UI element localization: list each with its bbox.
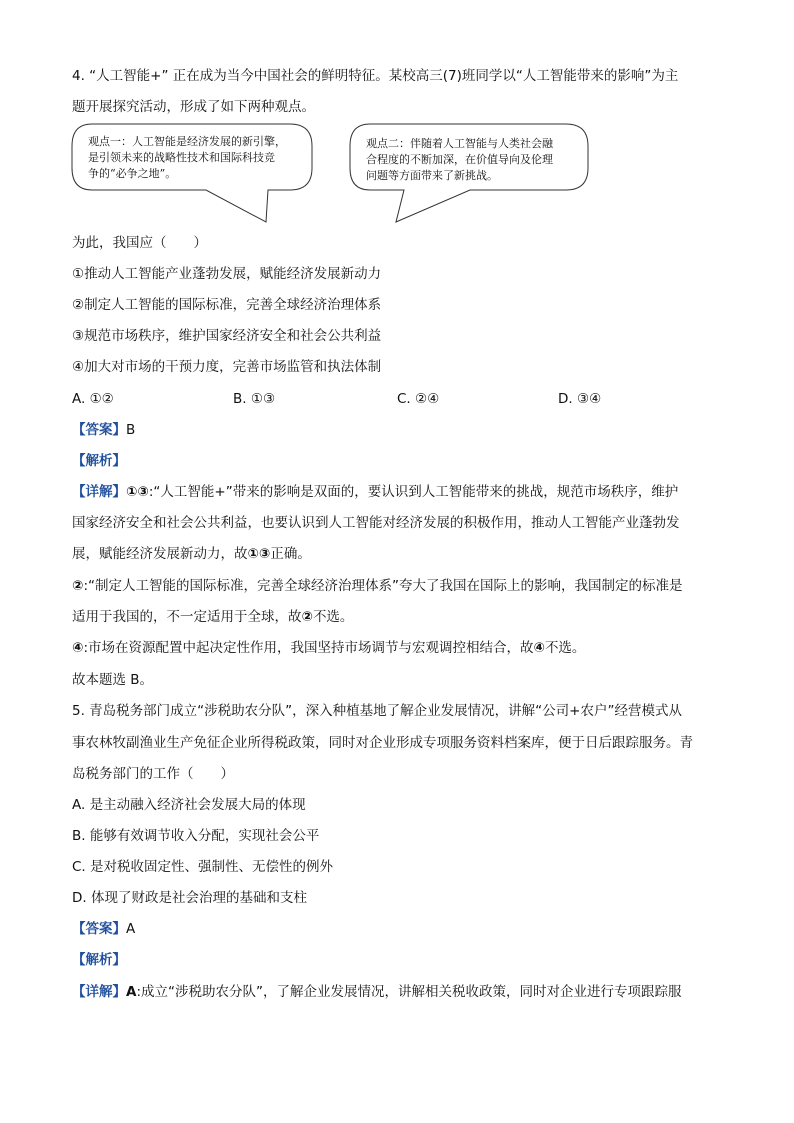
- answer-value: A: [126, 921, 136, 937]
- answer-tag: 【答案】: [72, 921, 126, 937]
- detail-key: A: [126, 984, 137, 1000]
- q4-detail-line-1: [72, 482, 678, 502]
- q4-item-3: ③规范市场秩序，维护国家经济安全和社会公共利益: [72, 328, 382, 344]
- analysis-tag: 【解析】: [72, 952, 126, 968]
- q4-item-4: ④加大对市场的干预力度，完善市场监管和执法体制: [72, 359, 382, 375]
- detail-text: :成立“涉税助农分队”，了解企业发展情况，讲解相关税收政策，同时对企业进行专项跟踪服: [136, 984, 682, 1000]
- detail-text: :“制定人工智能的国际标准，完善全球经济治理体系”夸大了我国在国际上的影响，我国制定的标准是: [83, 578, 683, 594]
- q4-answer: [72, 420, 135, 440]
- q5-stem-line-3: 岛税务部门的工作（ ）: [72, 766, 234, 782]
- detail-key: ④: [533, 640, 545, 656]
- q5-option-d: D. 体现了财政是社会治理的基础和支柱: [72, 890, 307, 906]
- detail-key: ①③: [247, 546, 271, 562]
- detail-key: ②: [301, 609, 313, 625]
- detail-text: 正确。: [270, 546, 311, 562]
- q4-detail-line-6: [72, 638, 585, 658]
- q5-option-c: C. 是对税收固定性、强制性、无偿性的例外: [72, 859, 334, 875]
- q4-stem-line-1: 4. “人工智能+” 正在成为当今中国社会的鲜明特征。某校高三(7)班同学以“人工智能带来的影响”为主: [72, 68, 679, 84]
- viewpoint-2-line-1: 观点二：伴随着人工智能与人类社会融: [366, 137, 553, 150]
- detail-text: 适用于我国的，不一定适用于全球，故: [72, 609, 302, 625]
- q4-question: 为此，我国应（ ）: [72, 235, 207, 251]
- detail-text: 展，赋能经济发展新动力，故: [72, 546, 248, 562]
- answer-value: B: [126, 422, 136, 438]
- detail-text: :“人工智能+”带来的影响是双面的，要认识到人工智能带来的挑战，规范市场秩序，维护: [148, 484, 679, 500]
- detail-key: ②: [72, 578, 84, 594]
- q4-option-d: D. ③④: [558, 391, 602, 407]
- q4-option-c: C. ②④: [397, 391, 440, 407]
- q4-detail-line-2: 国家经济安全和社会公共利益，也要认识到人工智能对经济发展的积极作用，推动人工智能产业蓬勃发: [72, 515, 680, 531]
- q4-detail-line-4: [72, 576, 682, 596]
- q5-option-b: B. 能够有效调节收入分配，实现社会公平: [72, 828, 320, 844]
- viewpoint-2-line-2: 合程度的不断加深，在价值导向及伦理: [366, 153, 553, 166]
- q4-detail-line-5: [72, 607, 353, 627]
- viewpoint-2-line-3: 问题等方面带来了新挑战。: [366, 169, 498, 182]
- q4-analysis-tag: [72, 451, 126, 471]
- q4-conclusion: 故本题选 B。: [72, 672, 154, 688]
- q5-stem-line-1: 5. 青岛税务部门成立“涉税助农分队”，深入种植基地了解企业发展情况，讲解“公司+农户”经营模式从: [72, 703, 682, 719]
- viewpoint-bubbles: [0, 0, 794, 240]
- detail-text: :市场在资源配置中起决定性作用，我国坚持市场调节与宏观调控相结合，故: [83, 640, 534, 656]
- detail-text: 不选。: [544, 640, 586, 656]
- viewpoint-1-line-1: 观点一：人工智能是经济发展的新引擎，: [88, 135, 286, 148]
- viewpoint-1-line-2: 是引领未来的战略性技术和国际科技竞: [88, 151, 275, 164]
- q4-stem-line-2: 题开展探究活动，形成了如下两种观点。: [72, 99, 315, 115]
- q4-option-a: A. ①②: [72, 391, 114, 407]
- detail-key: ①③: [126, 484, 149, 500]
- analysis-tag: 【解析】: [72, 453, 126, 469]
- q5-option-a: A. 是主动融入经济社会发展大局的体现: [72, 797, 306, 813]
- q5-detail-line-1: [72, 982, 682, 1002]
- detail-tag: 【详解】: [72, 484, 126, 500]
- viewpoint-1-line-3: 争的“必争之地”。: [88, 167, 177, 180]
- q5-answer: [72, 919, 135, 939]
- answer-tag: 【答案】: [72, 422, 126, 438]
- q4-option-b: B. ①③: [233, 391, 276, 407]
- q5-stem-line-2: 事农林牧副渔业生产免征企业所得税政策，同时对企业形成专项服务资料档案库，便于日后跟踪服务。青: [72, 735, 693, 751]
- detail-key: ④: [72, 640, 84, 656]
- q5-analysis-tag: [72, 950, 126, 970]
- q4-item-2: ②制定人工智能的国际标准，完善全球经济治理体系: [72, 297, 382, 313]
- q4-item-1: ①推动人工智能产业蓬勃发展，赋能经济发展新动力: [72, 266, 382, 282]
- detail-text: 不选。: [312, 609, 354, 625]
- detail-tag: 【详解】: [72, 984, 126, 1000]
- q4-detail-line-3: [72, 544, 311, 564]
